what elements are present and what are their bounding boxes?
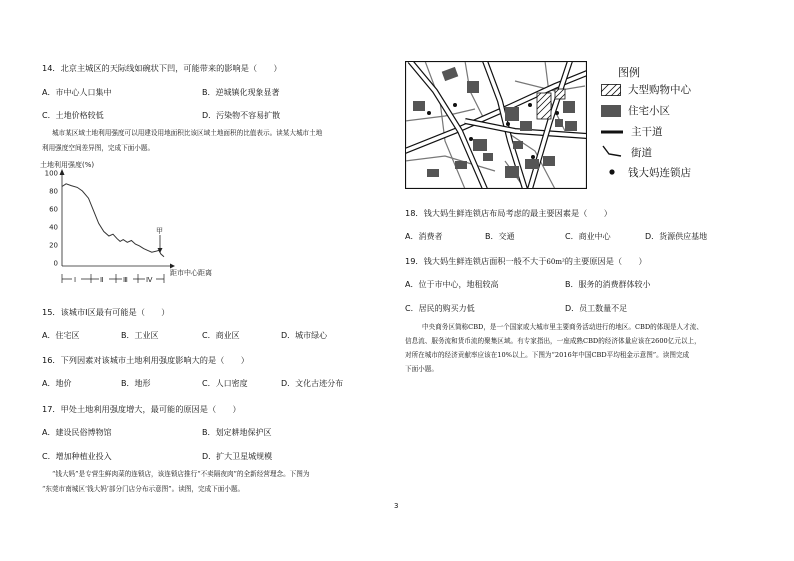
legend-street-swatch <box>601 144 623 160</box>
chart-x-arrow <box>170 264 175 269</box>
q16-option-d: D．文化古迹分布 <box>281 379 344 388</box>
passage3-line2: 信息流、服务流和货币流的聚集区域。有专家指出，一座成熟CBD的经济体量应该在2600亿元以上， <box>405 337 701 345</box>
legend-residential-label: 住宅小区 <box>628 105 670 117</box>
legend-store-label: 钱大妈连锁店 <box>628 167 691 179</box>
q17-option-a: A．建设民俗博物馆 <box>42 428 112 437</box>
chart-series-line <box>62 184 164 257</box>
q19-option-c: C．居民的购买力低 <box>405 304 475 313</box>
q15-option-d: D．城市绿心 <box>281 331 328 340</box>
chart-y-tick-label: 20 <box>49 241 58 250</box>
q19-stem <box>405 256 647 267</box>
q15-option-a: A．住宅区 <box>42 331 80 340</box>
legend-main-road-label: 主干道 <box>631 126 663 138</box>
q19-option-a: A．位于市中心，地租较高 <box>405 280 499 289</box>
q19-stem-area: 60m² <box>546 258 565 266</box>
q14-option-b: B．逆城镇化现象显著 <box>202 88 280 97</box>
chart-xlabel: 距市中心距离 <box>170 269 212 277</box>
q17-option-b: B．划定耕地保护区 <box>202 428 272 437</box>
passage3-line4: 下面小题。 <box>405 365 438 373</box>
chart-y-tick-label: 80 <box>49 187 58 196</box>
q14-option-a: A．市中心人口集中 <box>42 88 112 97</box>
q14-option-d: D．污染物不容易扩散 <box>202 111 281 120</box>
q18-option-c: C．商业中心 <box>565 232 611 241</box>
q16-option-a: A．地价 <box>42 379 72 388</box>
chart-y-tick-label: 0 <box>53 259 58 268</box>
q19-stem-post: 的主要原因是（ ） <box>564 256 647 266</box>
legend-mall-swatch <box>601 84 621 96</box>
passage2-line2: “东莞市南城区‘钱大妈’部分门店分布示意图”。读图，完成下面小题。 <box>42 485 245 493</box>
q14-stem: 14．北京主城区的天际线如碗状下凹，可能带来的影响是（ ） <box>42 63 282 73</box>
legend-store-swatch <box>608 168 616 176</box>
chart-y-ticks <box>45 170 58 268</box>
q17-option-d: D．扩大卫星城规模 <box>202 452 273 461</box>
q15-stem: 15．该城市Ⅰ区最有可能是（ ） <box>42 307 170 317</box>
passage3-line3: 对所在城市的经济贡献率应该在10%以上。下图为“2016年中国CBD平均租金示意图”。读图完成 <box>405 351 690 359</box>
chart-y-tick-label: 40 <box>49 223 58 232</box>
chart-y-tick-label: 100 <box>44 169 58 178</box>
q15-option-b: B．工业区 <box>121 331 159 340</box>
passage3-line1: 中央商务区简称CBD，是一个国家或大城市里主要商务活动进行的地区。CBD的体现是人才流、 <box>422 323 703 331</box>
q19-stem-pre: 19．钱大妈生鲜连锁店面积一般不大于 <box>405 256 547 266</box>
legend-main-road-swatch <box>601 126 623 138</box>
q18-option-a: A．消费者 <box>405 232 443 241</box>
legend-residential-swatch <box>601 105 621 117</box>
passage1-line2: 利用强度空间差异图，完成下面小题。 <box>42 144 155 152</box>
land-use-chart <box>36 155 226 285</box>
q14-option-c: C．土地价格较低 <box>42 111 104 120</box>
passage1-line1: 城市某区域土地利用强度可以用建设用地面积比该区域土地面积的比值表示。读某大城市土地 <box>52 129 323 137</box>
passage2-line1: “钱大妈”是专营生鲜肉菜的连锁店，该连锁店推行“不卖隔夜肉”的全新经营理念。下图为 <box>52 470 310 478</box>
chart-ylabel: 土地利用强度(%) <box>40 161 95 169</box>
q16-stem: 16．下列因素对该城市土地利用强度影响大的是（ ） <box>42 355 249 365</box>
q18-stem: 18．钱大妈生鲜连锁店布局考虑的最主要因素是（ ） <box>405 208 612 218</box>
legend-title: 图例 <box>618 66 640 79</box>
q19-option-d: D．员工数量不足 <box>565 304 628 313</box>
chart-zone-bar <box>62 274 164 284</box>
page-number: 3 <box>394 502 399 510</box>
legend-mall-label: 大型购物中心 <box>628 84 691 96</box>
chart-zone-2: Ⅱ <box>100 276 104 284</box>
q16-option-b: B．地形 <box>121 379 151 388</box>
q18-option-d: D．货源供应基地 <box>645 232 708 241</box>
chart-zone-1: Ⅰ <box>74 276 77 284</box>
chart-annotation-jia: 甲 <box>156 227 163 235</box>
q18-option-b: B．交通 <box>485 232 515 241</box>
q19-option-b: B．服务的消费群体较小 <box>565 280 651 289</box>
chart-y-tick-label: 60 <box>49 205 58 214</box>
legend-street-label: 街道 <box>631 147 652 159</box>
chart-y-arrow <box>60 169 65 175</box>
q17-option-c: C．增加种植业投入 <box>42 452 112 461</box>
q15-option-c: C．商业区 <box>202 331 240 340</box>
q17-stem: 17．甲处土地利用强度增大，最可能的原因是（ ） <box>42 404 241 414</box>
store-distribution-map <box>405 61 587 189</box>
chart-zone-4: Ⅳ <box>146 276 153 284</box>
chart-zone-3: Ⅲ <box>123 276 128 284</box>
q16-option-c: C．人口密度 <box>202 379 248 388</box>
